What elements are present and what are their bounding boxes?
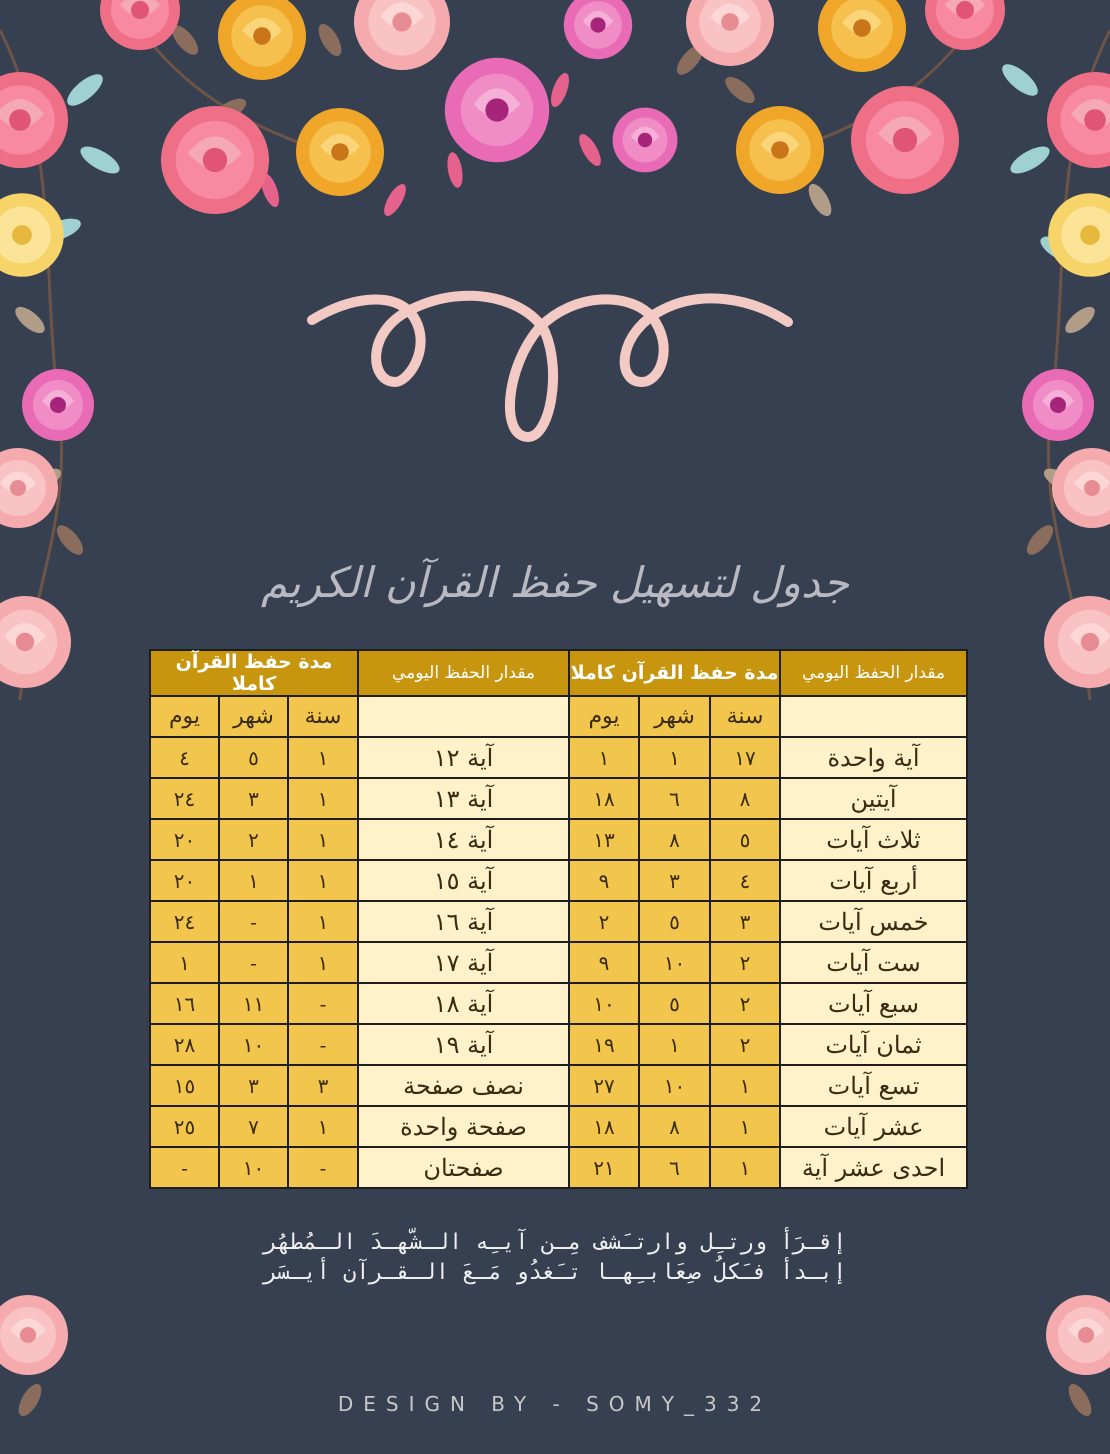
day-cell: ٩ bbox=[569, 942, 639, 983]
daily-amount-cell: سبع آيات bbox=[780, 983, 967, 1024]
day-cell: ٢٤ bbox=[150, 778, 219, 819]
day-cell: ٢٠ bbox=[150, 819, 219, 860]
year-cell: ٢ bbox=[710, 942, 780, 983]
day-cell: ٢٧ bbox=[569, 1065, 639, 1106]
day-cell: ٩ bbox=[569, 860, 639, 901]
year-cell: ٣ bbox=[710, 901, 780, 942]
year-cell: ٥ bbox=[710, 819, 780, 860]
header-amount: مقدار الحفظ اليومي bbox=[358, 650, 569, 696]
page-title: جدول لتسهيل حفظ القرآن الكريم bbox=[261, 558, 849, 607]
daily-amount-cell: آية ١٤ bbox=[358, 819, 569, 860]
table-row bbox=[150, 778, 967, 819]
month-cell: ٣ bbox=[219, 778, 288, 819]
table-row bbox=[150, 1106, 967, 1147]
daily-amount-cell: آية ١٧ bbox=[358, 942, 569, 983]
day-cell: ١ bbox=[150, 942, 219, 983]
daily-amount-cell: آية ١٥ bbox=[358, 860, 569, 901]
year-cell: ١ bbox=[288, 737, 358, 778]
table-row bbox=[150, 901, 967, 942]
subheader-month: شهر bbox=[219, 696, 288, 737]
day-cell: ٢٠ bbox=[150, 860, 219, 901]
table-row bbox=[150, 860, 967, 901]
month-cell: ٨ bbox=[639, 819, 710, 860]
daily-amount-cell: آية ١٨ bbox=[358, 983, 569, 1024]
table-row bbox=[150, 983, 967, 1024]
subheader-empty bbox=[358, 696, 569, 737]
month-cell: ٥ bbox=[639, 901, 710, 942]
day-cell: ١ bbox=[569, 737, 639, 778]
daily-amount-cell: آية ١٢ bbox=[358, 737, 569, 778]
month-cell: ٥ bbox=[219, 737, 288, 778]
year-cell: - bbox=[288, 983, 358, 1024]
year-cell: ١ bbox=[288, 778, 358, 819]
header-duration: مدة حفظ القرآن كاملا bbox=[150, 650, 358, 696]
header-amount: مقدار الحفظ اليومي bbox=[780, 650, 967, 696]
month-cell: ٥ bbox=[639, 983, 710, 1024]
year-cell: ١ bbox=[710, 1147, 780, 1188]
poem bbox=[0, 1228, 1110, 1288]
daily-amount-cell: آية ١٣ bbox=[358, 778, 569, 819]
day-cell: ١٠ bbox=[569, 983, 639, 1024]
month-cell: - bbox=[219, 942, 288, 983]
year-cell: ١٧ bbox=[710, 737, 780, 778]
daily-amount-cell: ست آيات bbox=[780, 942, 967, 983]
subheader-year: سنة bbox=[710, 696, 780, 737]
day-cell: ٤ bbox=[150, 737, 219, 778]
year-cell: ٨ bbox=[710, 778, 780, 819]
year-cell: ١ bbox=[710, 1106, 780, 1147]
table-row bbox=[150, 1065, 967, 1106]
year-cell: - bbox=[288, 1024, 358, 1065]
subheader-year: سنة bbox=[288, 696, 358, 737]
month-cell: ١٠ bbox=[639, 1065, 710, 1106]
day-cell: - bbox=[150, 1147, 219, 1188]
year-cell: ٣ bbox=[288, 1065, 358, 1106]
daily-amount-cell: ثلاث آيات bbox=[780, 819, 967, 860]
month-cell: - bbox=[219, 901, 288, 942]
daily-amount-cell: صفحة واحدة bbox=[358, 1106, 569, 1147]
daily-amount-cell: آية ١٩ bbox=[358, 1024, 569, 1065]
poem-line: إبـدأ فـَكلُ صِعَابـِهـا تـَغدُو مَـعَ الـقـرآن أيـسَر bbox=[263, 1260, 847, 1285]
year-cell: ٢ bbox=[710, 983, 780, 1024]
year-cell: ١ bbox=[288, 942, 358, 983]
daily-amount-cell: آية واحدة bbox=[780, 737, 967, 778]
subheader-empty bbox=[780, 696, 967, 737]
month-cell: ٣ bbox=[639, 860, 710, 901]
day-cell: ١٣ bbox=[569, 819, 639, 860]
year-cell: ٢ bbox=[710, 1024, 780, 1065]
day-cell: ١٨ bbox=[569, 778, 639, 819]
daily-amount-cell: تسع آيات bbox=[780, 1065, 967, 1106]
day-cell: ٢١ bbox=[569, 1147, 639, 1188]
year-cell: ١ bbox=[288, 819, 358, 860]
month-cell: ٦ bbox=[639, 778, 710, 819]
day-cell: ١٩ bbox=[569, 1024, 639, 1065]
daily-amount-cell: عشر آيات bbox=[780, 1106, 967, 1147]
header-duration: مدة حفظ القرآن كاملا bbox=[569, 650, 780, 696]
month-cell: ٦ bbox=[639, 1147, 710, 1188]
day-cell: ٢٨ bbox=[150, 1024, 219, 1065]
year-cell: ١ bbox=[288, 901, 358, 942]
year-cell: ١ bbox=[288, 1106, 358, 1147]
day-cell: ٢٤ bbox=[150, 901, 219, 942]
table-row bbox=[150, 819, 967, 860]
day-cell: ٢٥ bbox=[150, 1106, 219, 1147]
swirl-ornament bbox=[300, 272, 800, 462]
month-cell: ١٠ bbox=[219, 1147, 288, 1188]
year-cell: - bbox=[288, 1147, 358, 1188]
year-cell: ١ bbox=[288, 860, 358, 901]
daily-amount-cell: آية ١٦ bbox=[358, 901, 569, 942]
month-cell: ٨ bbox=[639, 1106, 710, 1147]
table-row bbox=[150, 942, 967, 983]
day-cell: ١٦ bbox=[150, 983, 219, 1024]
month-cell: ٢ bbox=[219, 819, 288, 860]
table-row bbox=[150, 1147, 967, 1188]
month-cell: ١ bbox=[639, 1024, 710, 1065]
daily-amount-cell: ثمان آيات bbox=[780, 1024, 967, 1065]
daily-amount-cell: أربع آيات bbox=[780, 860, 967, 901]
daily-amount-cell: آيتين bbox=[780, 778, 967, 819]
daily-amount-cell: احدى عشر آية bbox=[780, 1147, 967, 1188]
daily-amount-cell: نصف صفحة bbox=[358, 1065, 569, 1106]
poem-line: إقـرَأ ورتـِل وارتـَشف مِـن آيـِه الـشّهـدَ الـمُطهُر bbox=[263, 1230, 847, 1255]
day-cell: ٢ bbox=[569, 901, 639, 942]
year-cell: ٤ bbox=[710, 860, 780, 901]
month-cell: ١٠ bbox=[639, 942, 710, 983]
table-header-row bbox=[150, 650, 967, 696]
month-cell: ١١ bbox=[219, 983, 288, 1024]
subheader-day: يوم bbox=[569, 696, 639, 737]
month-cell: ٧ bbox=[219, 1106, 288, 1147]
table-row bbox=[150, 737, 967, 778]
day-cell: ١٨ bbox=[569, 1106, 639, 1147]
table-row bbox=[150, 1024, 967, 1065]
design-credit: DESIGN BY - SOMY_332 bbox=[337, 1392, 773, 1416]
daily-amount-cell: صفحتان bbox=[358, 1147, 569, 1188]
day-cell: ١٥ bbox=[150, 1065, 219, 1106]
month-cell: ١ bbox=[219, 860, 288, 901]
month-cell: ٣ bbox=[219, 1065, 288, 1106]
subheader-month: شهر bbox=[639, 696, 710, 737]
month-cell: ١٠ bbox=[219, 1024, 288, 1065]
year-cell: ١ bbox=[710, 1065, 780, 1106]
daily-amount-cell: خمس آيات bbox=[780, 901, 967, 942]
table-subheader-row bbox=[150, 696, 967, 737]
month-cell: ١ bbox=[639, 737, 710, 778]
subheader-day: يوم bbox=[150, 696, 219, 737]
memorization-table bbox=[149, 649, 968, 1189]
